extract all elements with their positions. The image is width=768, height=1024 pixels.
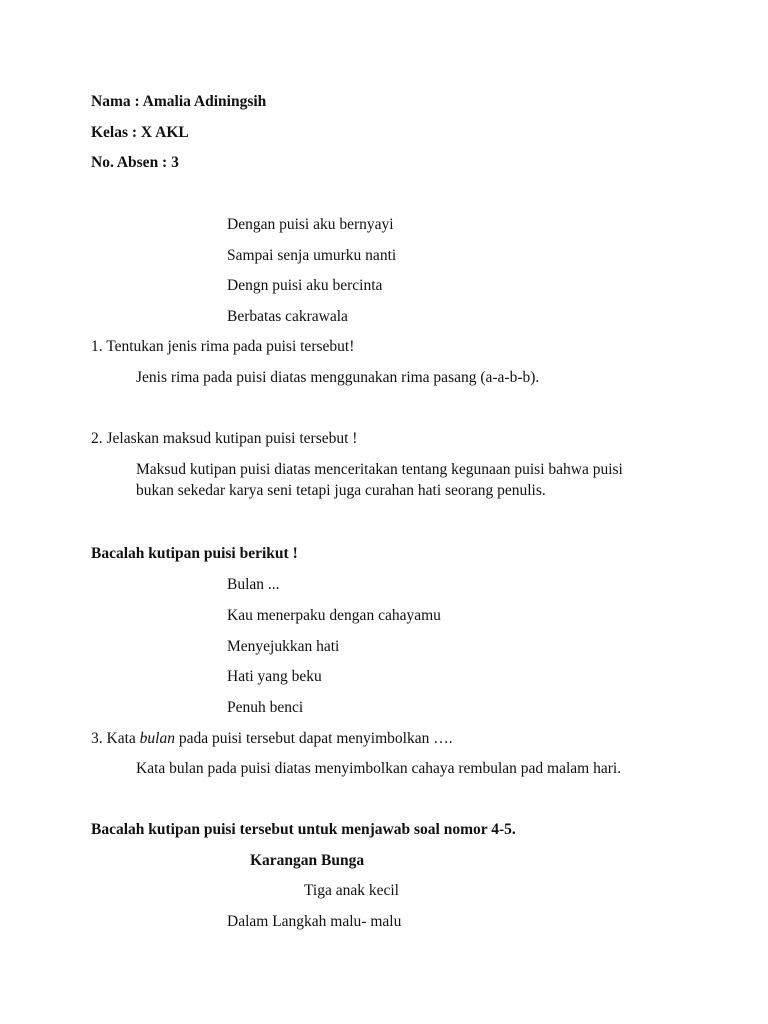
poem-line: Tiga anak kecil [304, 882, 399, 899]
answer-3: Kata bulan pada puisi diatas menyimbolkan cahaya rembulan pad malam hari. [136, 760, 622, 777]
question-3-italic-word: bulan [139, 730, 175, 747]
instruction-heading: Bacalah kutipan puisi tersebut untuk menjawab soal nomor 4-5. [91, 821, 516, 838]
poem-line: Kau menerpaku dengan cahayamu [227, 607, 441, 624]
question-3-prefix: 3. Kata [91, 730, 140, 747]
question-2: 2. Jelaskan maksud kutipan puisi tersebut ! [91, 430, 358, 447]
poem-title: Karangan Bunga [250, 852, 365, 869]
poem-line: Menyejukkan hati [227, 638, 340, 655]
question-3-suffix: pada puisi tersebut dapat menyimbolkan …. [174, 730, 453, 747]
poem-line: Bulan ... [227, 576, 280, 593]
answer-1: Jenis rima pada puisi diatas menggunakan rima pasang (a-a-b-b). [136, 369, 540, 386]
answer-2-line: Maksud kutipan puisi diatas menceritakan tentang kegunaan puisi bahwa puisi [136, 461, 623, 478]
instruction-heading: Bacalah kutipan puisi berikut ! [91, 545, 298, 562]
poem-line: Penuh benci [227, 699, 304, 716]
student-number: No. Absen : 3 [91, 154, 179, 171]
student-name: Nama : Amalia Adiningsih [91, 93, 267, 110]
poem-line: Dengn puisi aku bercinta [227, 277, 383, 294]
question-3 [91, 729, 453, 749]
answer-2-line: bukan sekedar karya seni tetapi juga curahan hati seorang penulis. [136, 482, 546, 499]
poem-line: Dalam Langkah malu- malu [227, 913, 402, 930]
poem-line: Sampai senja umurku nanti [227, 247, 397, 264]
poem-line: Dengan puisi aku bernyayi [227, 216, 394, 233]
poem-line: Berbatas cakrawala [227, 308, 348, 325]
student-class: Kelas : X AKL [91, 124, 189, 141]
question-1: 1. Tentukan jenis rima pada puisi tersebut! [91, 338, 355, 355]
poem-line: Hati yang beku [227, 668, 322, 685]
